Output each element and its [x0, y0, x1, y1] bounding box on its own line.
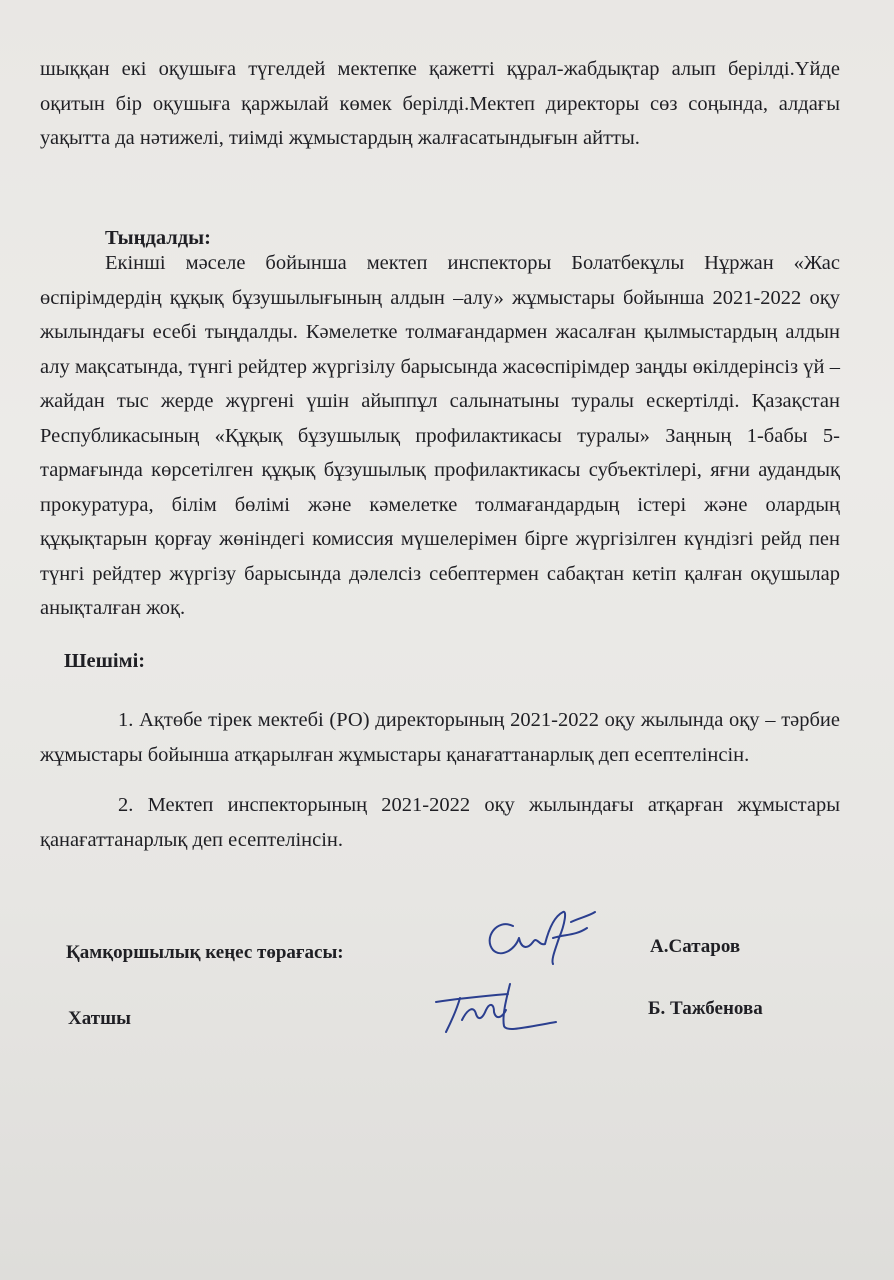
chairman-name: А.Сатаров — [650, 936, 741, 957]
secretary-role-label: Хатшы — [68, 1008, 131, 1029]
intro-paragraph: шыққан екі оқушыға түгелдей мектепке қажетті құрал-жабдықтар алып берілді.Үйде оқитын бір оқушыға қаржылай көмек берілді.Мектеп директоры сөз соңында, алдағы уақытта да нәтижелі, тиімді жұмыстардың жалғасатындығын айтты. — [40, 58, 840, 149]
chairman-signature — [475, 898, 615, 968]
chairman-role-label: Қамқоршылық кеңес төрағасы: — [66, 942, 344, 963]
decision-heading: Шешімі: — [64, 650, 146, 672]
decision-item-1: 1. Ақтөбе тірек мектебі (РО) директорының 2021-2022 оқу жылында оқу – тәрбие жұмыстары бойынша атқарылған жұмыстары қанағаттанарлық деп есептелінсін. — [40, 709, 840, 766]
secretary-name: Б. Тажбенова — [648, 998, 763, 1019]
heard-heading: Тыңдалды: — [105, 227, 211, 249]
decision-item-2: 2. Мектеп инспекторының 2021-2022 оқу жылындағы атқарған жұмыстары қанағаттанарлық деп есептелінсін. — [40, 794, 840, 851]
heard-paragraph: Екінші мәселе бойынша мектеп инспекторы Болатбекұлы Нұржан «Жас өспірімдердің құқық бұзушылығының алдын –алу» жұмыстары бойынша 2021-2022 оқу жылындағы есебі тыңдалды. Кәмелетке толмағандармен жасалған қылмыстардың алдын алу мақсатында, түнгі рейдтер жүргізілу барысында жасөспірімдер заңды өкілдерінсіз үй – жайдан тыс жерде жүргені үшін айыппұл салынатыны туралы ескертілді. Қазақстан Республикасының «Құқық бұзушылық профилактикасы туралы» Заңның 1-бабы 5-тармағында көрсетілген құқық бұзушылық профилактикасы субъектілері, яғни аудандық прокуратура, білім бөлімі және кәмелетке толмағандардың істері және олардың құқықтарын қорғау жөніндегі комиссия мүшелерімен бірге жүргізілген күндізгі рейд пен түнгі рейдтер жүргізу барысында дәлелсіз себептермен сабақтан кетіп қалған оқушылар анықталған жоқ. — [40, 252, 840, 619]
secretary-signature — [432, 980, 562, 1040]
